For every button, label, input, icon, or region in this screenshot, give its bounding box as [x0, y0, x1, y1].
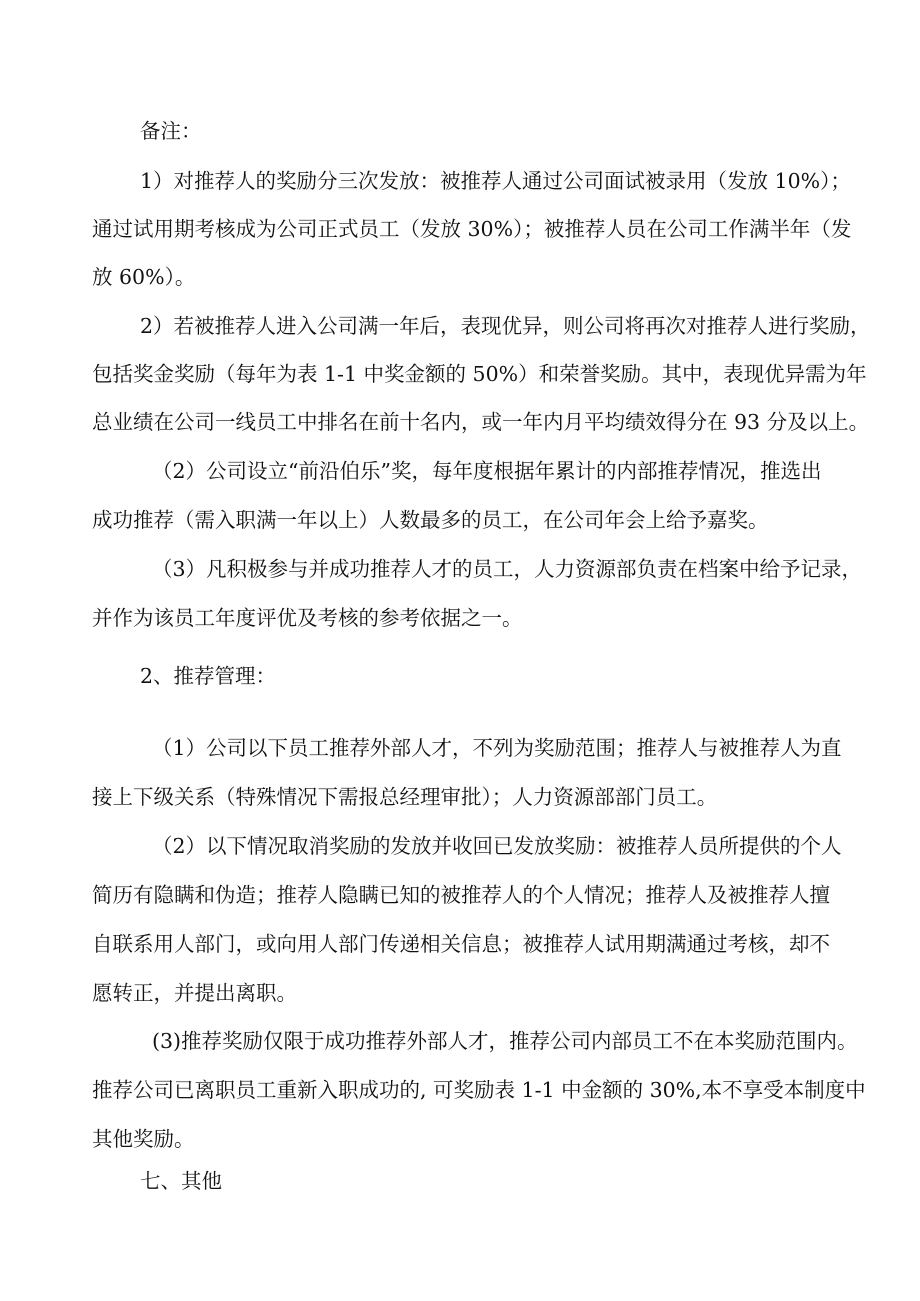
note2-line2: 包括奖金奖励（每年为表 1-1 中奖金额的 50%）和荣誉奖励。其中，表现优异需为年: [92, 362, 867, 386]
section2-heading: 2、推荐管理：: [140, 664, 277, 688]
mgmt3-line1: (3)推荐奖励仅限于成功推荐外部人才，推荐公司内部员工不在本奖励范围内。: [152, 1029, 858, 1053]
note2-line1: 2）若被推荐人进入公司满一年后，表现优异，则公司将再次对推荐人进行奖励，: [140, 314, 871, 338]
item3-line2: 并作为该员工年度评优及考核的参考依据之一。: [92, 606, 523, 630]
mgmt2-line1: （2）以下情况取消奖励的发放并收回已发放奖励：被推荐人员所提供的个人: [152, 834, 842, 858]
mgmt1-line1: （1）公司以下员工推荐外部人才，不列为奖励范围；推荐人与被推荐人为直: [152, 736, 842, 760]
section7-heading: 七、其他: [140, 1169, 222, 1193]
mgmt1-line2: 接上下级关系（特殊情况下需报总经理审批）；人力资源部部门员工。: [92, 785, 718, 809]
mgmt3-line3: 其他奖励。: [92, 1127, 195, 1151]
remark-heading: 备注：: [140, 119, 202, 143]
note1-line2: 通过试用期考核成为公司正式员工（发放 30%）；被推荐人员在公司工作满半年（发: [92, 217, 852, 241]
mgmt2-line3: 自联系用人部门，或向用人部门传递相关信息；被推荐人试用期满通过考核，却不: [92, 932, 830, 956]
item2-line1: （2）公司设立“前沿伯乐”奖，每年度根据年累计的内部推荐情况，推选出: [152, 459, 822, 483]
item2-line2: 成功推荐（需入职满一年以上）人数最多的员工，在公司年会上给予嘉奖。: [92, 508, 769, 532]
note1-line3: 放 60%）。: [92, 265, 196, 289]
mgmt2-line4: 愿转正，并提出离职。: [92, 981, 297, 1005]
note2-line3: 总业绩在公司一线员工中排名在前十名内，或一年内月平均绩效得分在 93 分及以上。: [92, 410, 870, 434]
mgmt3-line2: 推荐公司已离职员工重新入职成功的, 可奖励表 1-1 中金额的 30%,本不享受本制度中: [92, 1078, 866, 1102]
mgmt2-line2: 简历有隐瞒和伪造；推荐人隐瞒已知的被推荐人的个人情况；推荐人及被推荐人擅: [92, 883, 830, 907]
item3-line1: （3）凡积极参与并成功推荐人才的员工，人力资源部负责在档案中给予记录，: [152, 557, 863, 581]
note1-line1: 1）对推荐人的奖励分三次发放：被推荐人通过公司面试被录用（发放 10%）；: [140, 169, 851, 193]
